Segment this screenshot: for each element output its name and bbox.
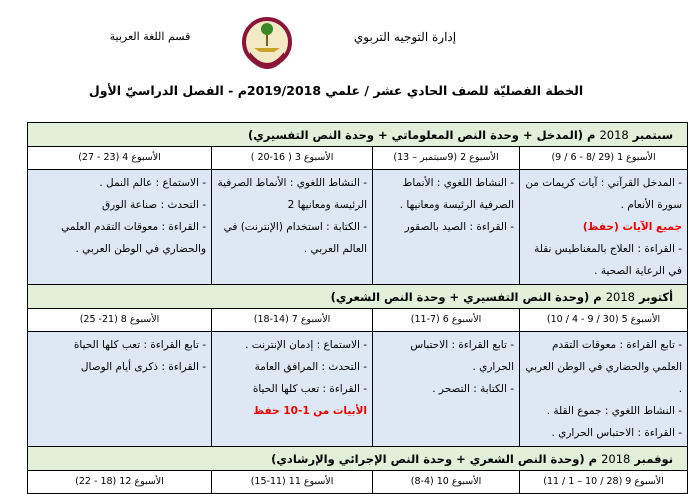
month-row: [28, 123, 688, 147]
lesson-item: - تابع القراءة : الاحتباس الحراري .: [410, 339, 515, 373]
memorize-note: جميع الآيات (حفظ): [582, 221, 683, 233]
week-header: الأسبوع 3 ( 16-20 ): [212, 147, 373, 170]
month-name: أكتوبر: [639, 290, 674, 304]
month-header: [28, 447, 688, 471]
lesson-item: - التحدث : المرافق العامة: [254, 361, 368, 373]
month-units: م (وحدة النص التفسيري + وحدة النص الشعري): [330, 290, 602, 304]
week-content: [520, 170, 688, 285]
week-row: [28, 471, 688, 494]
lesson-item: - القراءة : العلاج بالمغناطيس نقلة في الرعاية الصحية .: [534, 243, 683, 277]
content-row: [28, 332, 688, 447]
month-year: 2018: [601, 452, 631, 466]
week-header: الأسبوع 5 (30 / 9 - 4 / 10): [520, 309, 688, 332]
month-row: [28, 285, 688, 309]
week-header: الأسبوع 2 (9سبتمبر – 13): [373, 147, 520, 170]
qatar-emblem-logo: [242, 12, 292, 74]
week-header: الأسبوع 7 (14-18): [212, 309, 373, 332]
month-year: 2018: [599, 128, 629, 142]
week-content: [212, 170, 373, 285]
week-header: الأسبوع 9 (28 / 10 – 1 / 11): [520, 471, 688, 494]
week-content: [373, 332, 520, 447]
lesson-item: - القراءة : الاحتباس الحراري .: [551, 427, 683, 439]
lesson-item: - النشاط اللغوي : جموع القلة .: [546, 405, 683, 417]
lesson-item: - تابع القراءة : تعب كلها الحياة: [73, 339, 207, 351]
semester-plan-table: [27, 122, 688, 494]
lesson-item: - الكتابة : استخدام (الإنترنت) في العالم العربي .: [223, 221, 368, 255]
section-name: قسم اللغة العربية: [109, 30, 191, 43]
lesson-item: - القراءة : معوقات التقدم العلمي والحضاري في الوطن العربي .: [61, 221, 207, 255]
month-units: م (المدخل + وحدة النص المعلوماتي + وحدة النص التفسيري): [247, 128, 596, 142]
lesson-item: - الاستماع : عالم النمل .: [99, 177, 207, 189]
week-header: الأسبوع 10 (4-8): [373, 471, 520, 494]
week-content: [520, 332, 688, 447]
week-row: [28, 309, 688, 332]
month-name: نوفمبر: [634, 452, 674, 466]
lesson-item: - القراءة : ذكرى أيام الوصال: [80, 361, 207, 373]
month-name: سبتمبر: [632, 128, 674, 142]
week-header: الأسبوع 8 (21- 25): [28, 309, 212, 332]
week-header: الأسبوع 1 (29 /8 - 6 / 9): [520, 147, 688, 170]
lesson-item: - الاستماع : إدمان الإنترنت .: [245, 339, 368, 351]
lesson-item: - تابع القراءة : معوقات التقدم العلمي والحضاري في الوطن العربي .: [525, 339, 683, 395]
month-header: [28, 285, 688, 309]
memorize-note: الأبيات من 1-10 حفظ: [253, 405, 368, 417]
page-title: الخطة الفصليّة للصف الحادي عشر / علمي 2019/2018م - الفصل الدراسيّ الأول: [88, 83, 584, 98]
month-row: [28, 447, 688, 471]
week-header: الأسبوع 6 (7-11): [373, 309, 520, 332]
week-content: [212, 332, 373, 447]
content-row: [28, 170, 688, 285]
week-content: [28, 170, 212, 285]
lesson-item: - التحدث : صناعة الورق: [101, 199, 207, 211]
month-year: 2018: [605, 290, 635, 304]
week-header: الأسبوع 11 (11-15): [212, 471, 373, 494]
lesson-item: - النشاط اللغوي : الأنماط الصرفية الرئيسة ومعانيها 2: [217, 177, 368, 211]
lesson-item: - القراءة : الصيد بالصقور: [404, 221, 515, 233]
month-header: [28, 123, 688, 147]
lesson-item: - النشاط اللغوي : الأنماط الصرفية الرئيسة ومعانيها .: [399, 177, 515, 211]
department-name: إدارة التوجيه التربوي: [353, 30, 457, 44]
week-row: [28, 147, 688, 170]
week-header: الأسبوع 12 (18 - 22): [28, 471, 212, 494]
week-header: الأسبوع 4 (23 - 27): [28, 147, 212, 170]
week-content: [28, 332, 212, 447]
lesson-item: - الكتابة : التصحر .: [432, 383, 515, 395]
lesson-item: - المدخل القرآني : آيات كريمات من سورة الأنعام .: [525, 177, 683, 211]
month-units: م (وحدة النص الشعري + وحدة النص الإجرائي والإرشادي): [271, 452, 598, 466]
week-content: [373, 170, 520, 285]
lesson-item: - القراءة : تعب كلها الحياة: [252, 383, 368, 395]
